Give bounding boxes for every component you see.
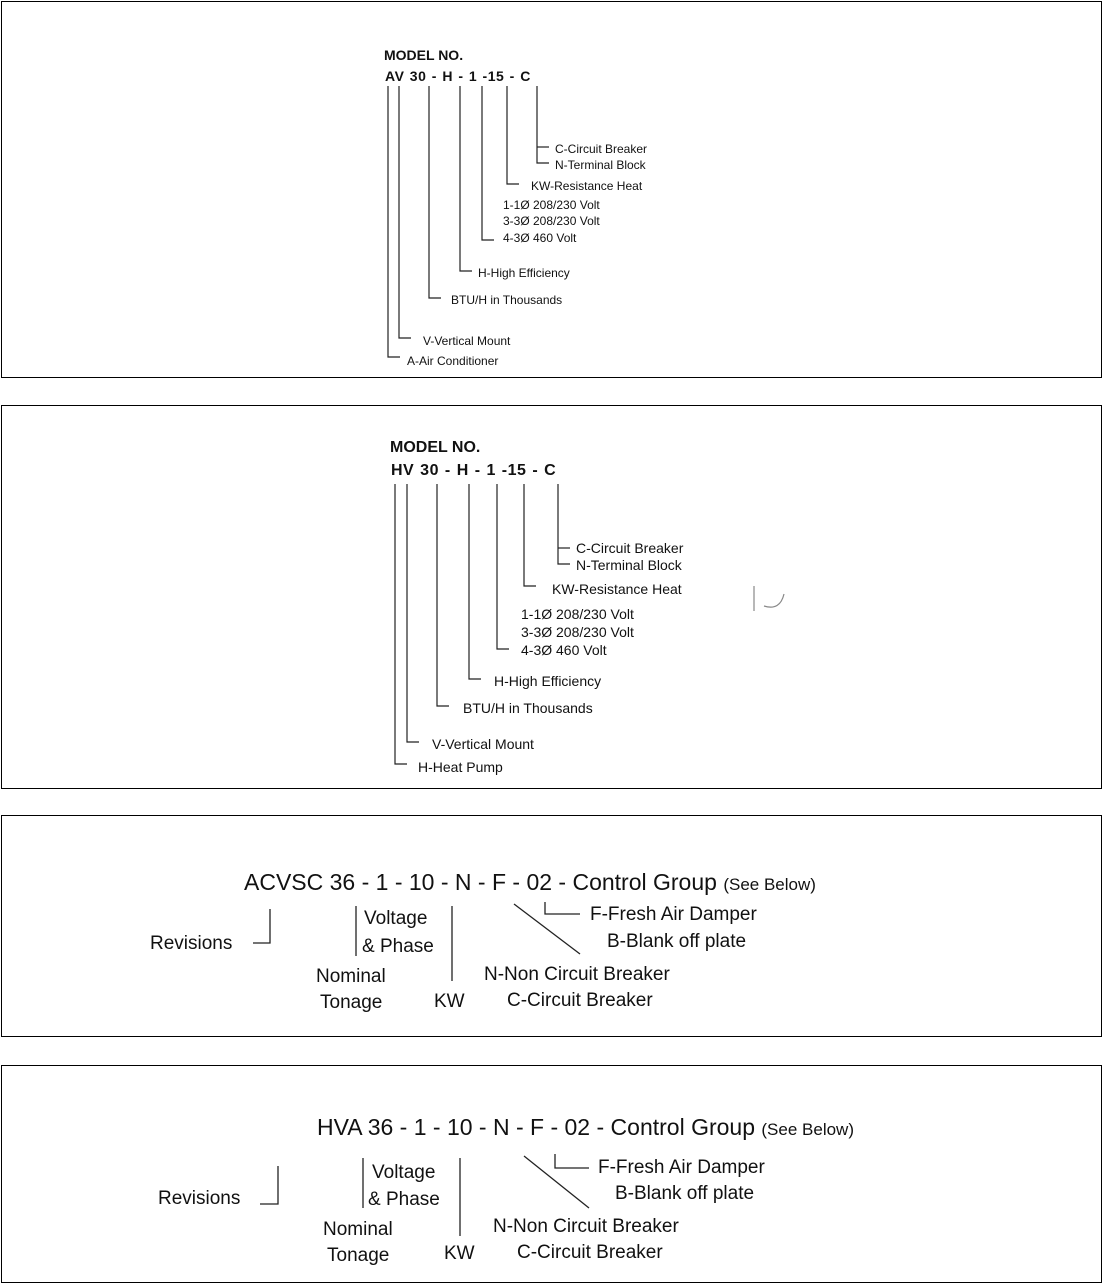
label-vertical-mount: V-Vertical Mount xyxy=(432,736,534,752)
label-revisions: Revisions xyxy=(150,933,233,954)
label-non-circuit-breaker: N-Non Circuit Breaker xyxy=(493,1216,679,1237)
label-fresh-air-damper: F-Fresh Air Damper xyxy=(598,1157,765,1178)
see-below-note: (See Below) xyxy=(761,1120,854,1139)
label-phase: & Phase xyxy=(368,1189,440,1210)
stray-arc-mark xyxy=(754,586,784,611)
label-kw: KW xyxy=(444,1243,475,1264)
label-heat-pump: H-Heat Pump xyxy=(418,759,503,775)
model-code: AV 30 - H - 1 -15 - C xyxy=(385,68,531,84)
label-phase: & Phase xyxy=(362,936,434,957)
model-number-panel-air-conditioner xyxy=(1,1,1102,378)
label-voltage-4: 4-3Ø 460 Volt xyxy=(521,642,607,658)
label-voltage-3: 3-3Ø 208/230 Volt xyxy=(503,214,600,228)
label-tonage: Tonage xyxy=(327,1245,390,1266)
label-voltage-4: 4-3Ø 460 Volt xyxy=(503,231,577,245)
label-circuit-breaker: C-Circuit Breaker xyxy=(576,540,684,556)
label-circuit-breaker: C-Circuit Breaker xyxy=(517,1242,663,1263)
model-number-panel-hva xyxy=(1,1065,1102,1283)
model-number-panel-acvsc xyxy=(1,815,1102,1037)
label-tonage: Tonage xyxy=(320,992,383,1013)
label-fresh-air-damper: F-Fresh Air Damper xyxy=(590,904,757,925)
label-revisions: Revisions xyxy=(158,1188,241,1209)
model-code-line xyxy=(244,871,816,894)
label-voltage-1: 1-1Ø 208/230 Volt xyxy=(521,606,634,622)
label-voltage: Voltage xyxy=(372,1162,436,1183)
label-nominal: Nominal xyxy=(316,966,386,987)
label-high-efficiency: H-High Efficiency xyxy=(478,266,570,280)
label-resistance-heat: KW-Resistance Heat xyxy=(531,179,643,193)
label-circuit-breaker: C-Circuit Breaker xyxy=(507,990,653,1011)
label-btu: BTU/H in Thousands xyxy=(463,700,593,716)
label-btu: BTU/H in Thousands xyxy=(451,293,563,307)
label-voltage: Voltage xyxy=(364,908,428,929)
label-terminal-block: N-Terminal Block xyxy=(555,158,646,172)
see-below-note: (See Below) xyxy=(723,875,816,894)
label-non-circuit-breaker: N-Non Circuit Breaker xyxy=(484,964,670,985)
model-code: ACVSC 36 - 1 - 10 - N - F - 02 - Control Group xyxy=(244,869,717,895)
label-terminal-block: N-Terminal Block xyxy=(576,557,682,573)
label-resistance-heat: KW-Resistance Heat xyxy=(552,581,682,597)
model-code: HV 30 - H - 1 -15 - C xyxy=(391,462,557,479)
label-blank-off-plate: B-Blank off plate xyxy=(615,1183,755,1204)
model-no-header: MODEL NO. xyxy=(384,47,464,63)
label-kw: KW xyxy=(434,991,465,1012)
model-code: HVA 36 - 1 - 10 - N - F - 02 - Control Group xyxy=(317,1114,755,1140)
model-number-panel-heat-pump xyxy=(1,405,1102,789)
model-code-line xyxy=(317,1116,854,1139)
label-vertical-mount: V-Vertical Mount xyxy=(423,334,511,348)
label-air-conditioner: A-Air Conditioner xyxy=(407,354,499,368)
label-voltage-3: 3-3Ø 208/230 Volt xyxy=(521,624,634,640)
label-nominal: Nominal xyxy=(323,1219,393,1240)
label-blank-off-plate: B-Blank off plate xyxy=(607,931,747,952)
label-voltage-1: 1-1Ø 208/230 Volt xyxy=(503,198,600,212)
label-high-efficiency: H-High Efficiency xyxy=(494,673,602,689)
model-no-header: MODEL NO. xyxy=(390,439,481,456)
label-circuit-breaker: C-Circuit Breaker xyxy=(555,142,648,156)
